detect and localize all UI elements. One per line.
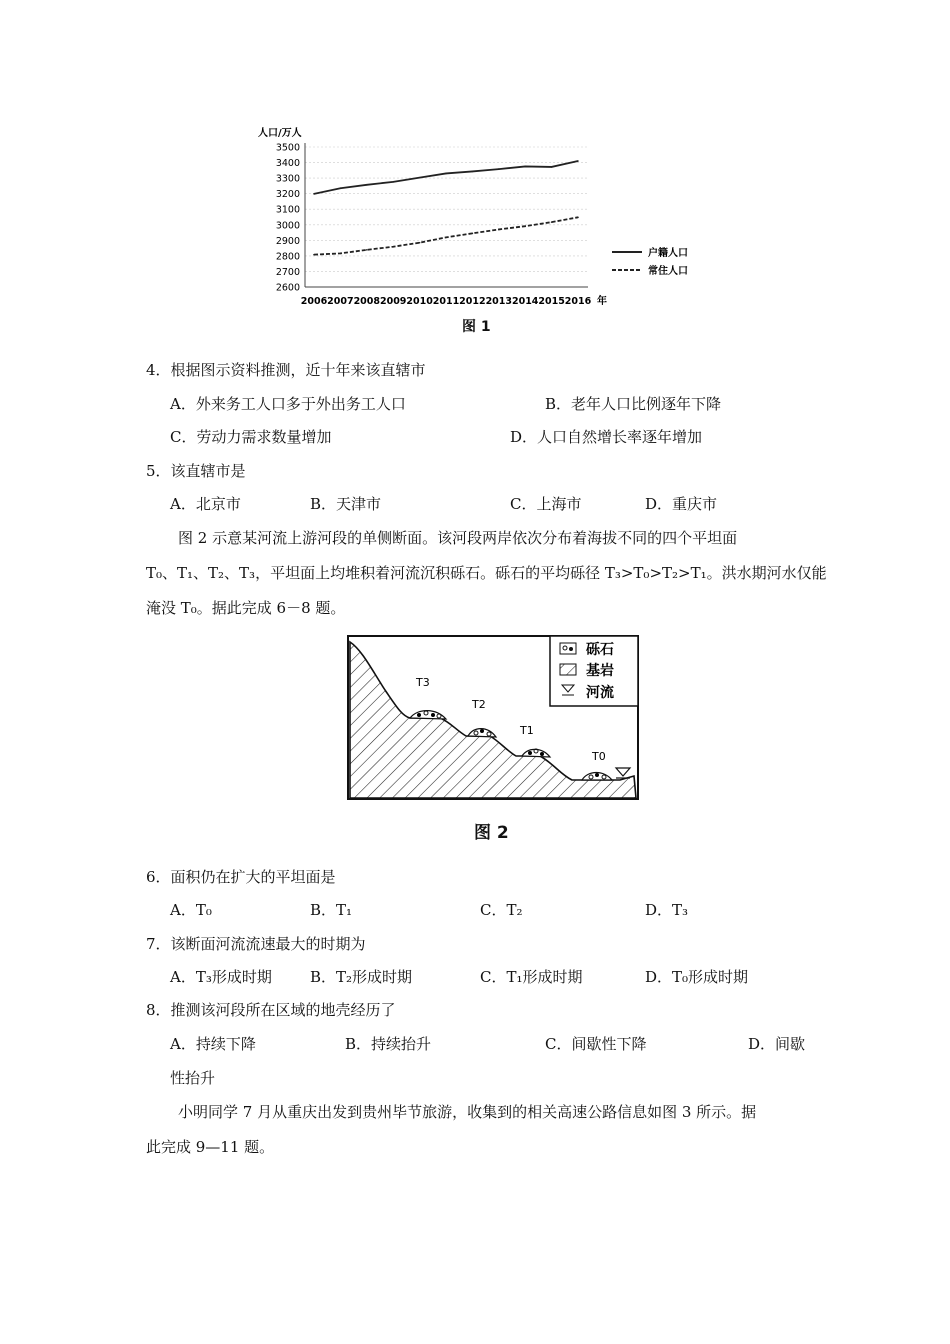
- q7-option-d: D．T₀形成时期: [645, 968, 749, 986]
- y-tick-label: 3300: [275, 173, 300, 185]
- legend-label-changzhu: 常住人口: [648, 266, 688, 277]
- x-tick-label: 2006: [300, 296, 328, 307]
- y-tick-label: 2600: [275, 282, 300, 294]
- data-point: [419, 177, 421, 179]
- series-line-huji: [314, 161, 578, 194]
- q5-option-a: A．北京市: [170, 495, 241, 513]
- label-t3: T3: [416, 676, 430, 689]
- x-tick-label: 2016: [564, 296, 592, 307]
- legend-bedrock-label: 基岩: [586, 663, 614, 679]
- figure1-chart: [0, 110, 950, 430]
- data-point: [524, 166, 526, 168]
- passage2-line2: T₀、T₁、T₂、T₃，平坦面上均堆积着河流沉积砾石。砾石的平均砾径 T₃>T₀>T₂>T₁。洪水期河水仅能: [146, 564, 827, 582]
- q7-option-c: C．T₁形成时期: [480, 968, 583, 986]
- x-tick-label: 2008: [353, 296, 381, 307]
- q7-option-a: A．T₃形成时期: [170, 968, 272, 986]
- data-point: [313, 254, 315, 256]
- x-tick-label: 2012: [459, 296, 486, 307]
- data-point: [472, 171, 474, 173]
- q8-option-d-continued: 性抬升: [170, 1069, 216, 1087]
- x-tick-label: 2011: [432, 296, 460, 307]
- data-point: [366, 249, 368, 251]
- data-point: [577, 160, 579, 162]
- label-t1: T1: [520, 724, 534, 737]
- q6-option-d: D．T₃: [645, 901, 689, 919]
- label-t2: T2: [472, 698, 486, 711]
- figure2-diagram: [0, 630, 950, 810]
- x-tick-label: 2007: [327, 296, 354, 307]
- data-point: [419, 242, 421, 244]
- q6-option-b: B．T₁: [310, 901, 353, 919]
- x-tick-label: 2010: [406, 296, 433, 307]
- data-point: [366, 184, 368, 186]
- data-point: [472, 233, 474, 235]
- legend-label-huji: 户籍人口: [648, 248, 688, 259]
- y-tick-label: 2700: [275, 266, 300, 278]
- y-tick-label: 3000: [275, 220, 300, 232]
- series-line-changzhu: [314, 217, 578, 254]
- q5-option-c: C．上海市: [510, 495, 582, 513]
- q4-option-b: B．老年人口比例逐年下降: [545, 395, 722, 413]
- data-point: [445, 237, 447, 239]
- figure1-caption: 图 1: [462, 319, 491, 335]
- chart-xlabel: 年: [597, 296, 607, 307]
- data-point: [551, 221, 553, 223]
- q8-option-d: D．间歇: [748, 1035, 806, 1053]
- q5-stem: 5．该直辖市是: [146, 462, 246, 480]
- q5-option-b: B．天津市: [310, 495, 382, 513]
- y-tick-label: 3500: [275, 142, 300, 154]
- x-tick-label: 2013: [485, 296, 513, 307]
- data-point: [392, 181, 394, 183]
- y-tick-label: 3100: [275, 204, 300, 216]
- data-point: [313, 193, 315, 195]
- y-tick-label: 3200: [275, 189, 300, 201]
- q4-option-d: D．人口自然增长率逐年增加: [510, 428, 703, 446]
- q6-option-c: C．T₂: [480, 901, 523, 919]
- data-point: [551, 166, 553, 168]
- q5-option-d: D．重庆市: [645, 495, 718, 513]
- q6-stem: 6．面积仍在扩大的平坦面是: [146, 868, 336, 886]
- data-point: [340, 253, 342, 255]
- data-point: [498, 229, 500, 231]
- data-point: [524, 225, 526, 227]
- passage3-line2: 此完成 9—11 题。: [146, 1138, 275, 1156]
- figure2-caption: 图 2: [474, 823, 509, 843]
- q7-option-b: B．T₂形成时期: [310, 968, 413, 986]
- data-point: [445, 173, 447, 175]
- data-point: [577, 217, 579, 219]
- q8-option-b: B．持续抬升: [345, 1035, 432, 1053]
- legend-gravel-label: 砾石: [586, 642, 614, 658]
- x-tick-label: 2015: [538, 296, 565, 307]
- q4-option-c: C．劳动力需求数量增加: [170, 428, 332, 446]
- data-point: [498, 168, 500, 170]
- q4-stem: 4．根据图示资料推测，近十年来该直辖市: [146, 361, 426, 379]
- q8-option-a: A．持续下降: [170, 1035, 256, 1053]
- x-tick-label: 2009: [379, 296, 407, 307]
- q8-stem: 8．推测该河段所在区域的地壳经历了: [146, 1001, 396, 1019]
- passage2-line3: 淹没 T₀。据此完成 6－8 题。: [146, 599, 346, 617]
- q8-option-c: C．间歇性下降: [545, 1035, 647, 1053]
- data-point: [392, 246, 394, 248]
- legend-bedrock-icon: [560, 664, 576, 675]
- y-tick-label: 3400: [275, 158, 300, 170]
- passage3-line1: 小明同学 7 月从重庆出发到贵州毕节旅游，收集到的相关高速公路信息如图 3 所示。据: [178, 1103, 757, 1121]
- q7-stem: 7．该断面河流流速最大的时期为: [146, 935, 366, 953]
- data-point: [340, 187, 342, 189]
- passage2-line1: 图 2 示意某河流上游河段的单侧断面。该河段两岸依次分布着海拔不同的四个平坦面: [178, 529, 738, 547]
- q6-option-a: A．T₀: [170, 901, 212, 919]
- y-tick-label: 2900: [275, 235, 300, 247]
- chart-ylabel: 人口/万人: [258, 128, 302, 139]
- legend-gravel-icon: [560, 643, 576, 654]
- y-tick-label: 2800: [275, 251, 300, 263]
- legend-river-label: 河流: [586, 685, 614, 701]
- x-tick-label: 2014: [511, 296, 539, 307]
- label-t0: T0: [592, 750, 606, 763]
- q4-option-a: A．外来务工人口多于外出务工人口: [170, 395, 406, 413]
